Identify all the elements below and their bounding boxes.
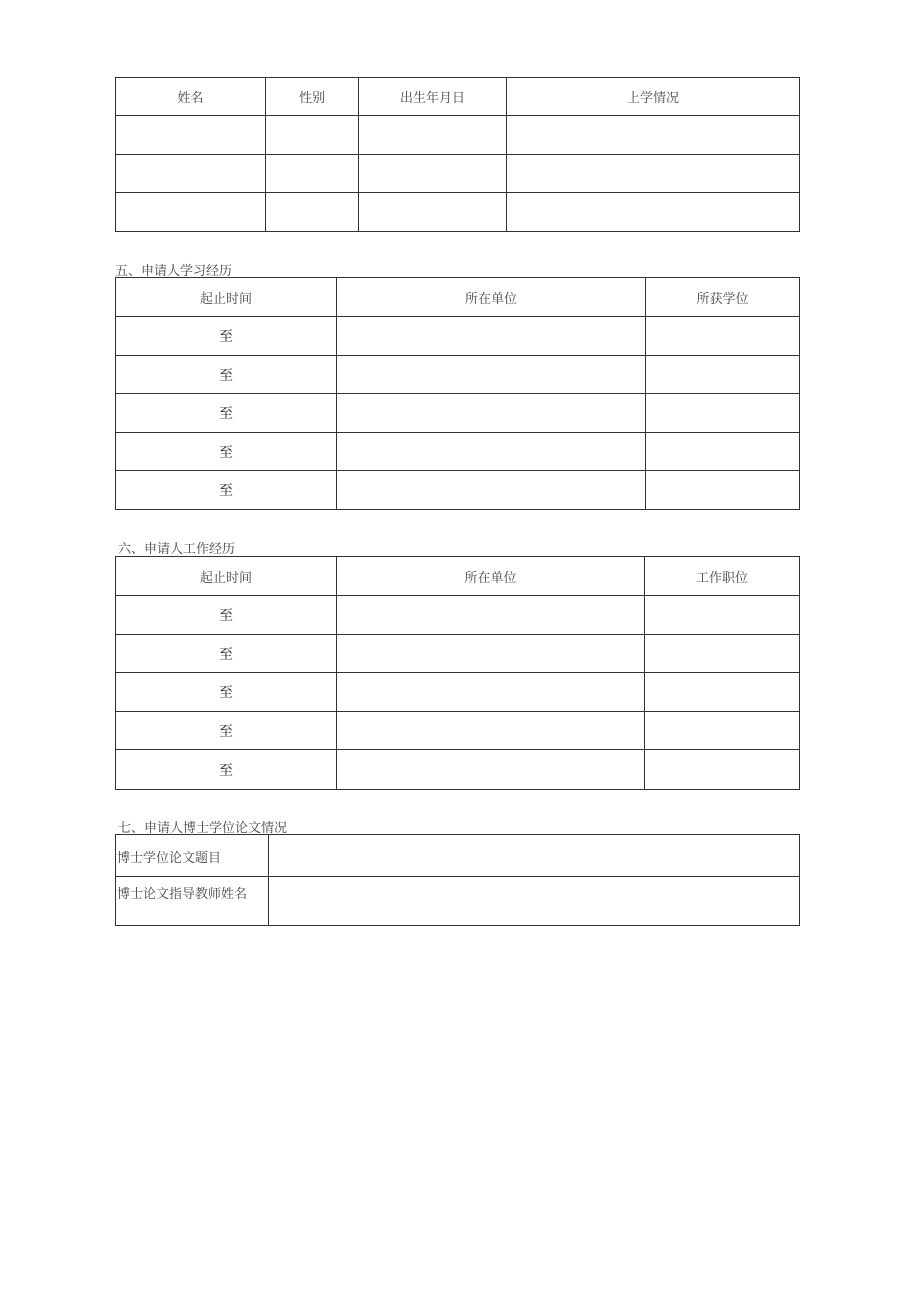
period-cell[interactable]: 至 [116,394,337,433]
table-cell[interactable] [359,155,507,193]
degree-cell[interactable] [646,317,800,356]
thesis-title-label: 博士学位论文题目 [116,835,269,877]
header-institution: 所在单位 [337,278,646,317]
table-row [116,471,800,510]
table-row [116,193,800,232]
period-cell[interactable]: 至 [116,471,337,510]
position-cell[interactable] [645,596,800,635]
header-gender: 性别 [266,78,359,116]
table-header-row [116,278,800,317]
employer-cell[interactable] [337,673,645,712]
table-row [116,712,800,750]
table-header-row [116,557,800,596]
period-cell[interactable]: 至 [116,712,337,750]
table-row [116,433,800,471]
header-position: 工作职位 [645,557,800,596]
degree-cell[interactable] [646,471,800,510]
table-row [116,596,800,635]
period-cell[interactable]: 至 [116,433,337,471]
table-cell[interactable] [359,193,507,232]
position-cell[interactable] [645,750,800,790]
work-history-table [115,556,800,790]
institution-cell[interactable] [337,433,646,471]
table-row [116,673,800,712]
thesis-section-title: 七、申请人博士学位论文情况 [118,821,288,836]
table-row [116,877,800,926]
period-cell[interactable]: 至 [116,635,337,673]
table-row [116,394,800,433]
table-cell[interactable] [266,155,359,193]
position-cell[interactable] [645,673,800,712]
institution-cell[interactable] [337,394,646,433]
family-table [115,77,800,232]
table-cell[interactable] [507,155,800,193]
table-row [116,317,800,356]
degree-cell[interactable] [646,433,800,471]
table-cell[interactable] [359,116,507,155]
study-history-table [115,277,800,510]
table-cell[interactable] [266,193,359,232]
header-employer: 所在单位 [337,557,645,596]
table-row [116,155,800,193]
position-cell[interactable] [645,635,800,673]
period-cell[interactable]: 至 [116,596,337,635]
employer-cell[interactable] [337,596,645,635]
period-cell[interactable]: 至 [116,750,337,790]
institution-cell[interactable] [337,317,646,356]
table-row [116,635,800,673]
thesis-title-value[interactable] [269,835,800,877]
header-school-status: 上学情况 [507,78,800,116]
table-cell[interactable] [266,116,359,155]
position-cell[interactable] [645,712,800,750]
table-cell[interactable] [116,193,266,232]
degree-cell[interactable] [646,394,800,433]
table-row [116,116,800,155]
header-period: 起止时间 [116,557,337,596]
thesis-table [115,834,800,926]
institution-cell[interactable] [337,471,646,510]
table-row [116,750,800,790]
period-cell[interactable]: 至 [116,356,337,394]
institution-cell[interactable] [337,356,646,394]
employer-cell[interactable] [337,635,645,673]
header-period: 起止时间 [116,278,337,317]
table-row [116,356,800,394]
header-birthdate: 出生年月日 [359,78,507,116]
table-cell[interactable] [116,155,266,193]
period-cell[interactable]: 至 [116,673,337,712]
employer-cell[interactable] [337,712,645,750]
header-degree: 所获学位 [646,278,800,317]
table-cell[interactable] [507,116,800,155]
header-name: 姓名 [116,78,266,116]
table-cell[interactable] [507,193,800,232]
employer-cell[interactable] [337,750,645,790]
degree-cell[interactable] [646,356,800,394]
period-cell[interactable]: 至 [116,317,337,356]
advisor-name-value[interactable] [269,877,800,926]
table-header-row [116,78,800,116]
table-cell[interactable] [116,116,266,155]
table-row [116,835,800,877]
advisor-name-label: 博士论文指导教师姓名 [116,877,269,926]
study-section-title: 五、申请人学习经历 [115,264,233,279]
work-section-title: 六、申请人工作经历 [118,542,236,557]
